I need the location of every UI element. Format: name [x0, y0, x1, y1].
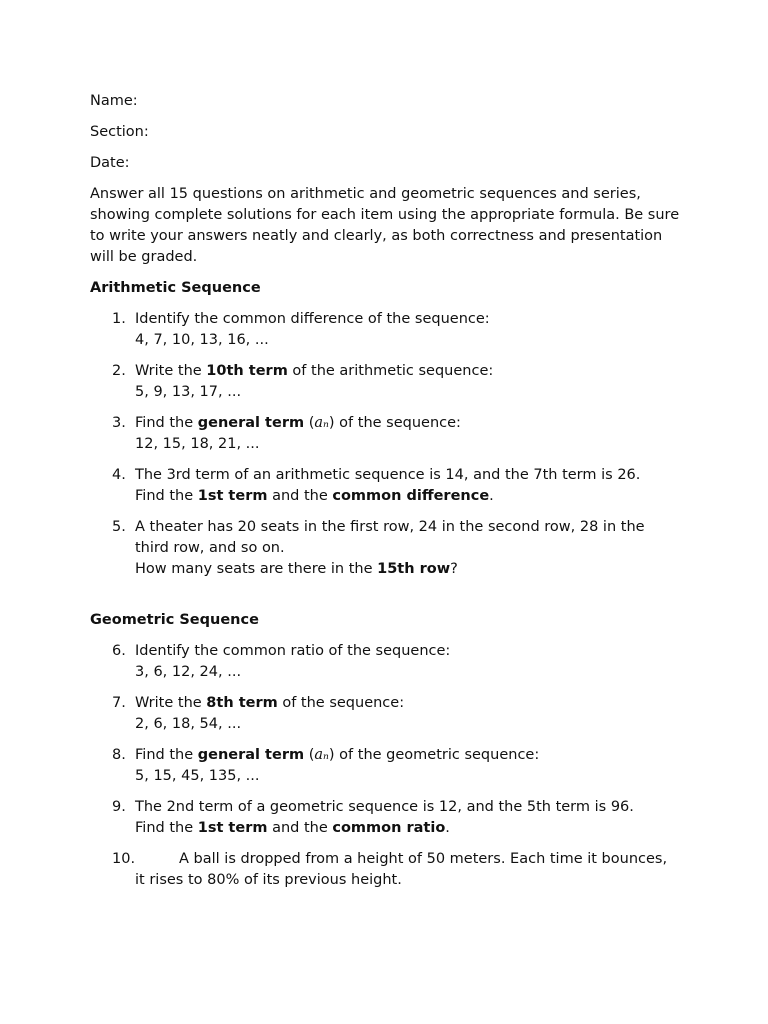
question-9 — [90, 797, 680, 839]
question-number: 5. — [112, 519, 126, 535]
question-number: 4. — [112, 467, 126, 483]
question-number: 1. — [112, 311, 126, 327]
geometric-heading: Geometric Sequence — [90, 612, 259, 628]
question-text: A ball is dropped from a height of 50 meters. Each time it bounces, it rises to 80% of its previous height. — [135, 851, 668, 888]
question-text-pre: Find the — [135, 747, 198, 763]
section-field-label: Section: — [90, 124, 149, 140]
question-text-bold: general term — [197, 747, 305, 763]
question-text-line1: A theater has 20 seats in the first row, 24 in the second row, 28 in the third row, and so on. — [135, 519, 645, 556]
instructions: Answer all 15 questions on arithmetic and geometric sequences and series, showing complete solutions for each item using the appropriate formula. Be sure to write your answers neatly and clearly, as both correctness and presentation will be graded. — [90, 186, 680, 265]
question-8 — [90, 745, 680, 787]
question-text-post: . — [489, 488, 494, 504]
question-sequence: 5, 9, 13, 17, ... — [135, 384, 242, 400]
question-text-bold-2: common difference — [332, 488, 490, 504]
arithmetic-heading: Arithmetic Sequence — [90, 280, 261, 296]
question-text-pre: Find the — [135, 488, 198, 504]
question-number: 9. — [112, 799, 126, 815]
question-number: 7. — [112, 695, 126, 711]
question-text: Identify the common ratio of the sequence: — [135, 643, 451, 659]
question-text-mid: and the — [267, 820, 333, 836]
question-sequence: 4, 7, 10, 13, 16, ... — [135, 332, 269, 348]
question-text-bold: 10th term — [206, 363, 288, 379]
question-text-bold-2: common ratio — [332, 820, 446, 836]
general-term-symbol: aₙ — [314, 747, 329, 763]
question-text-post: ? — [450, 561, 458, 577]
date-field-label: Date: — [90, 155, 130, 171]
question-number: 10. — [112, 851, 136, 867]
question-4 — [90, 465, 680, 507]
question-text-post: ) of the sequence: — [328, 415, 461, 431]
question-text-post: . — [445, 820, 450, 836]
question-sequence: 12, 15, 18, 21, ... — [135, 436, 260, 452]
question-number: 3. — [112, 415, 126, 431]
question-text-pre: Write the — [135, 695, 207, 711]
question-text-mid: ( — [304, 747, 315, 763]
question-text-line1: The 2nd term of a geometric sequence is 12, and the 5th term is 96. — [135, 799, 634, 815]
question-text-pre: Write the — [135, 363, 207, 379]
question-text-pre: How many seats are there in the — [135, 561, 378, 577]
question-text-pre: Find the — [135, 820, 198, 836]
question-text: Identify the common difference of the sequence: — [135, 311, 490, 327]
question-sequence: 2, 6, 18, 54, ... — [135, 716, 242, 732]
question-3 — [90, 413, 680, 455]
question-sequence: 3, 6, 12, 24, ... — [135, 664, 242, 680]
question-text-bold: 15th row — [377, 561, 451, 577]
question-1 — [90, 309, 680, 351]
general-term-symbol: aₙ — [314, 415, 329, 431]
question-6 — [90, 641, 680, 683]
question-sequence: 5, 15, 45, 135, ... — [135, 768, 260, 784]
name-field-label: Name: — [90, 93, 138, 109]
geometric-question-list — [90, 641, 680, 891]
question-text-post: of the sequence: — [277, 695, 405, 711]
question-2 — [90, 361, 680, 403]
question-text-mid: and the — [267, 488, 333, 504]
question-text-bold: 8th term — [206, 695, 278, 711]
question-number: 2. — [112, 363, 126, 379]
question-5 — [90, 517, 680, 580]
question-text-mid: ( — [304, 415, 315, 431]
question-text-line1: The 3rd term of an arithmetic sequence is 14, and the 7th term is 26. — [135, 467, 641, 483]
question-number: 8. — [112, 747, 126, 763]
question-7 — [90, 693, 680, 735]
question-number: 6. — [112, 643, 126, 659]
question-text-bold-1: 1st term — [197, 488, 268, 504]
question-text-post: of the arithmetic sequence: — [287, 363, 494, 379]
question-text-pre: Find the — [135, 415, 198, 431]
arithmetic-question-list — [90, 309, 680, 580]
question-text-post: ) of the geometric sequence: — [328, 747, 540, 763]
worksheet — [90, 91, 680, 901]
question-10 — [90, 849, 680, 891]
question-text-bold-1: 1st term — [197, 820, 268, 836]
question-text-bold: general term — [197, 415, 305, 431]
